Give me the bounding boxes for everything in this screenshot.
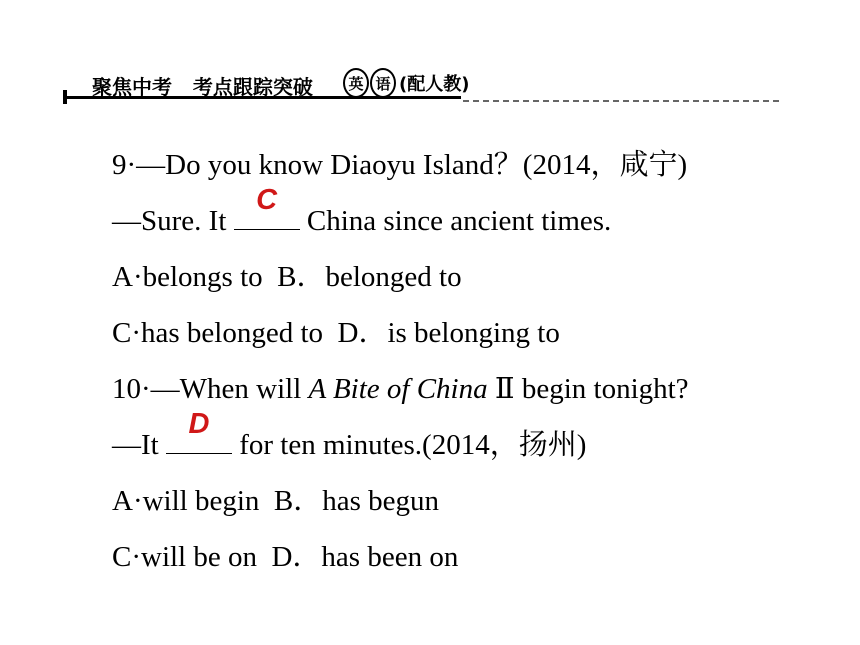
subject-char-2: 语: [370, 68, 396, 98]
q10-answer: D: [188, 408, 210, 440]
q9-answer-after: China since ancient times.: [299, 205, 612, 237]
q9-blank: [234, 184, 300, 230]
q10-answer-before: —It: [112, 429, 166, 461]
q9-options-1: A·belongs to B．belonged to: [112, 261, 462, 293]
q9-answer: C: [256, 184, 278, 216]
q9-prompt: 9·—Do you know Diaoyu Island？(2014，咸宁): [112, 149, 688, 181]
q9-options-2: C·has belonged to D．is belonging to: [112, 317, 560, 349]
q10-prompt: [112, 372, 689, 406]
header-dashed-rule: [463, 100, 779, 102]
q10-options-1: A·will begin B．has begun: [112, 485, 440, 517]
q10-answer-after: for ten minutes.(2014，扬州): [231, 429, 587, 461]
header-subject: [343, 68, 469, 98]
q10-prompt-before: 10·—When will: [112, 373, 309, 405]
q9-answer-line: [112, 184, 612, 238]
page-header: [0, 0, 860, 110]
header-edition: (配人教): [399, 74, 470, 95]
q10-options-2: C·will be on D．has been on: [112, 541, 459, 573]
q10-prompt-after: Ⅱ begin tonight?: [487, 373, 689, 405]
header-title: 聚焦中考 考点跟踪突破: [92, 75, 313, 99]
q10-prompt-title: A Bite of China: [308, 373, 488, 405]
subject-char-1: 英: [343, 68, 369, 98]
q10-answer-line: [112, 408, 587, 462]
q10-blank: [166, 408, 232, 454]
q9-answer-before: —Sure. It: [112, 205, 234, 237]
